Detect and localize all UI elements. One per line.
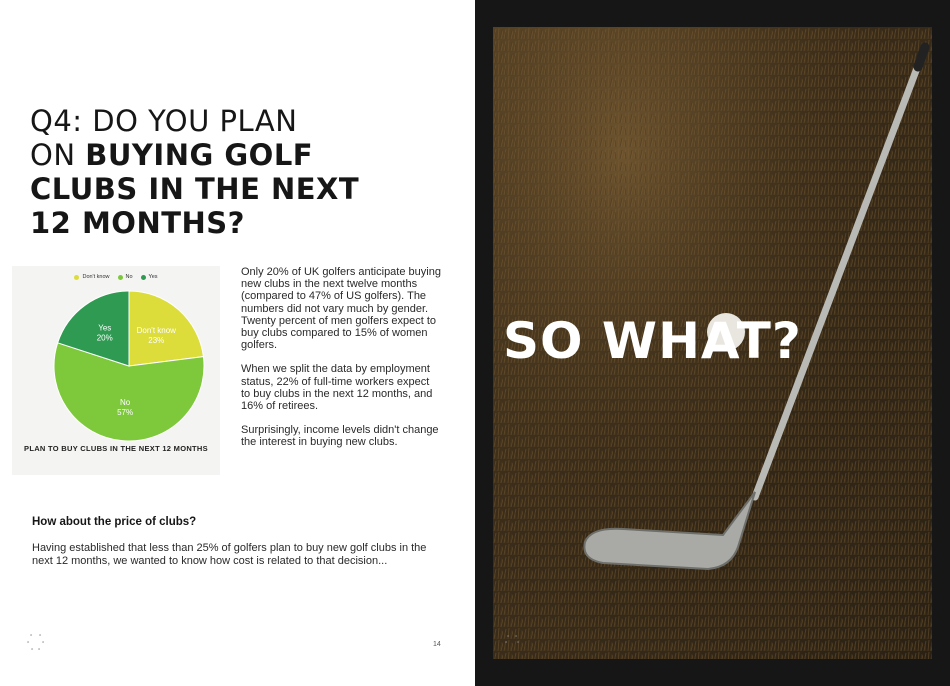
- pie-label-0: Don't know: [136, 326, 176, 336]
- title-line-2-bold: BUYING GOLF: [85, 138, 314, 172]
- legend-label-no: No: [125, 274, 133, 280]
- photo-brand-logo: o o o o: [505, 633, 520, 644]
- page-title: [30, 104, 450, 240]
- legend-label-yes: Yes: [148, 274, 158, 280]
- section-text: Having established that less than 25% of golfers plan to buy new golf clubs in the next 12 months, we wanted to know how cost is related to that decision...: [32, 542, 427, 567]
- title-line-2-light: ON: [30, 138, 86, 172]
- pie-label-1: No: [120, 398, 131, 408]
- title-line-3: CLUBS IN THE NEXT: [30, 172, 360, 206]
- photo-overlay-text: SO WHAT?: [503, 312, 802, 370]
- pie-value-0: 23%: [148, 336, 165, 346]
- pie-label-2: Yes: [98, 323, 112, 333]
- page-number: 14: [433, 641, 441, 648]
- body-text-column: [241, 266, 441, 461]
- pie-value-1: 57%: [117, 408, 134, 418]
- pie-value-2: 20%: [96, 333, 113, 343]
- body-paragraph-1: Only 20% of UK golfers anticipate buying new clubs in the next twelve months (compared to 47% of US golfers). The numbers did not vary much by gender. Twenty percent of men golfers expect to buy clubs compared to 15% of women golfers.: [241, 266, 441, 352]
- body-paragraph-2: When we split the data by employment status, 22% of full-time workers expect to buy clubs in the next 12 months, and 16% of retirees.: [241, 363, 433, 413]
- chart-title: PLAN TO BUY CLUBS IN THE NEXT 12 MONTHS: [24, 444, 208, 453]
- title-line-1: Q4: DO YOU PLAN: [30, 104, 298, 138]
- brand-logo: o o o o o o: [27, 632, 45, 651]
- title-line-4: 12 MONTHS?: [30, 206, 245, 240]
- pie-chart-card: [12, 266, 220, 475]
- body-paragraph-3: Surprisingly, income levels didn't change the interest in buying new clubs.: [241, 424, 439, 449]
- legend-label-dont-know: Don't know: [82, 274, 110, 280]
- section-heading: How about the price of clubs?: [32, 516, 197, 528]
